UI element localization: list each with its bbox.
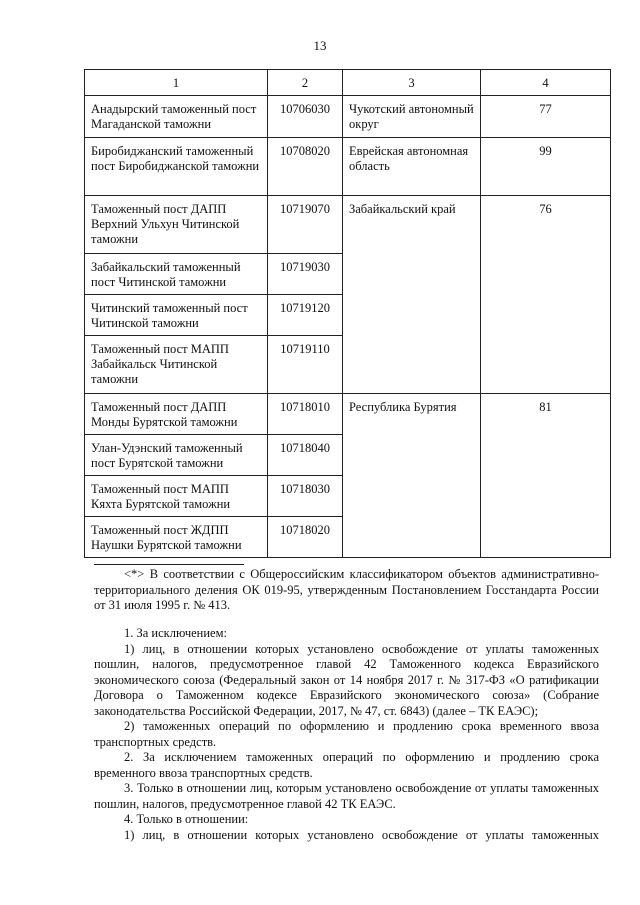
post-name: Улан-Удэнский таможенный пост Бурятской таможни <box>85 435 268 476</box>
note-paragraph: 1) лиц, в отношении которых установлено освобождение от уплаты таможенных <box>124 827 599 842</box>
region-code: 99 <box>481 138 611 196</box>
header-col-4: 4 <box>481 70 611 96</box>
region-code: 81 <box>481 394 611 558</box>
table-row <box>85 196 611 254</box>
post-id: 10708020 <box>268 138 343 196</box>
post-name: Таможенный пост ДАПП Верхний Ульхун Читинской таможни <box>85 196 268 254</box>
post-name: Таможенный пост ДАПП Монды Бурятской таможни <box>85 394 268 435</box>
post-id: 10718020 <box>268 517 343 558</box>
post-id: 10718040 <box>268 435 343 476</box>
page-number: 13 <box>313 38 327 53</box>
note-paragraph: 1. За исключением: <box>124 626 227 640</box>
post-id: 10718010 <box>268 394 343 435</box>
post-name: Таможенный пост МАПП Забайкальск Читинской таможни <box>85 336 268 394</box>
table-row <box>85 96 611 138</box>
post-name: Анадырский таможенный пост Магаданской таможни <box>85 96 268 138</box>
post-name: Биробиджанский таможенный пост Биробиджанской таможни <box>85 138 268 196</box>
region-code: 77 <box>481 96 611 138</box>
table-header-row <box>85 70 611 96</box>
post-id: 10719030 <box>268 254 343 295</box>
note-paragraph: 4. Только в отношении: <box>124 812 249 826</box>
footnote <box>94 567 599 614</box>
footnote-divider <box>94 564 244 565</box>
post-id: 10718030 <box>268 476 343 517</box>
post-id: 10719120 <box>268 295 343 336</box>
note-paragraph: 3. Только в отношении лиц, которым установлено освобождение от уплаты таможенных пошлин, налогов, предусмотренное главой 42 ТК ЕАЭС. <box>94 781 599 811</box>
post-id: 10706030 <box>268 96 343 138</box>
header-col-3: 3 <box>343 70 481 96</box>
post-name: Таможенный пост ЖДПП Наушки Бурятской таможни <box>85 517 268 558</box>
post-id: 10719070 <box>268 196 343 254</box>
table-row <box>85 138 611 196</box>
header-col-1: 1 <box>85 70 268 96</box>
region-name: Забайкальский край <box>343 196 481 394</box>
customs-posts-table <box>84 69 611 558</box>
table-row <box>85 394 611 435</box>
post-name: Читинский таможенный пост Читинской таможни <box>85 295 268 336</box>
note-paragraph: 2. За исключением таможенных операций по оформлению и продлению срока временного ввоза транспортных средств. <box>94 750 599 780</box>
post-name: Забайкальский таможенный пост Читинской таможни <box>85 254 268 295</box>
region-name: Республика Бурятия <box>343 394 481 558</box>
note-paragraph: 1) лиц, в отношении которых установлено освобождение от уплаты таможенных пошлин, налогов, предусмотренное главой 42 Таможенного кодекса Евразийского экономического союза (Федеральный закон от 14 ноября 2017 г. № 317-ФЗ «О ратификации Договора о Таможенном кодексе Евразийского экономического союза» (Собрание законодательства Российской Федерации, 2017, № 47, ст. 6843) (далее – ТК ЕАЭС); <box>94 641 599 718</box>
header-col-2: 2 <box>268 70 343 96</box>
region-name: Еврейская автономная область <box>343 138 481 196</box>
note-paragraph: 2) таможенных операций по оформлению и продлению срока временного ввоза транспортных средств. <box>94 719 599 749</box>
region-code: 76 <box>481 196 611 394</box>
post-id: 10719110 <box>268 336 343 394</box>
region-name: Чукотский автономный округ <box>343 96 481 138</box>
footnote-text: <*> В соответствии с Общероссийским классификатором объектов административно-территориального деления ОК 019-95, утвержденным Постановлением Госстандарта России от 31 июля 1995 г. № 413. <box>94 567 599 612</box>
notes-section <box>94 626 599 843</box>
post-name: Таможенный пост МАПП Кяхта Бурятской таможни <box>85 476 268 517</box>
